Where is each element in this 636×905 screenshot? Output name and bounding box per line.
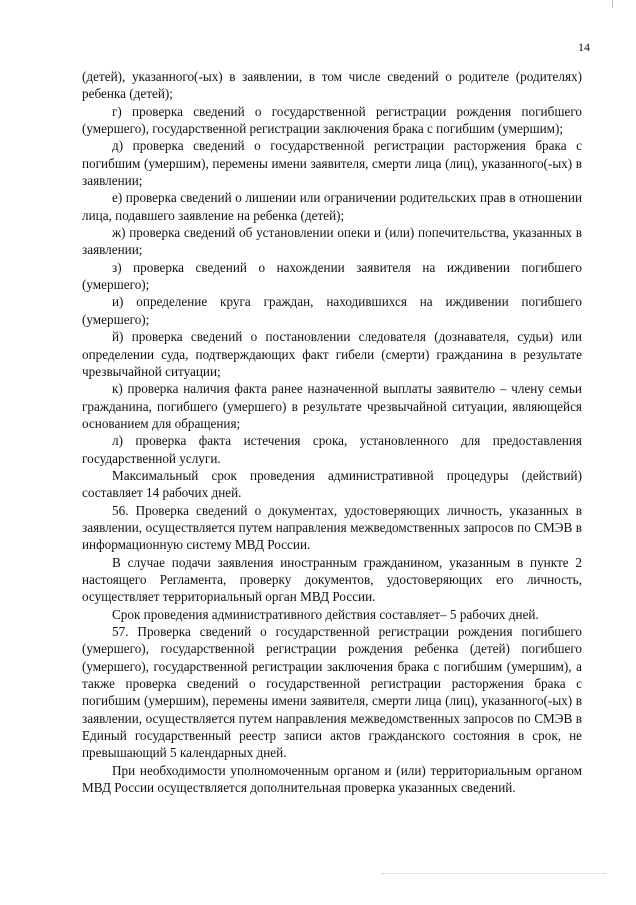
paragraph-item-l: л) проверка факта истечения срока, установленного для предоставления государственной услуги. <box>82 433 582 466</box>
paragraph-item-g: г) проверка сведений о государственной регистрации рождения погибшего (умершего), государственной регистрации заключения брака с погибшим (умершим); <box>82 103 582 137</box>
paragraph-item-i: и) определение круга граждан, находившихся на иждивении погибшего (умершего); <box>82 294 582 327</box>
paragraph-item-d: д) проверка сведений о государственной регистрации расторжения брака с погибшим (умершим), перемены имени заявителя, смерти лица (лиц), указанного(-ых) в заявлении; <box>82 138 582 189</box>
footer-dotted-rule <box>382 873 606 874</box>
paragraph-additional-check: При необходимости уполномоченным органом и (или) территориальным органом МВД России осуществляется дополнительная проверка указанных сведений. <box>82 762 582 796</box>
page-number: 14 <box>578 40 590 54</box>
paragraph-item-e: е) проверка сведений о лишении или ограничении родительских прав в отношении лица, подавшего заявление на ребенка (детей); <box>82 190 582 223</box>
paragraph-max-term: Максимальный срок проведения административной процедуры (действий) составляет 14 рабочих дней. <box>82 467 582 501</box>
paragraph-foreign-citizen: В случае подачи заявления иностранным гражданином, указанным в пункте 2 настоящего Регламента, проверку документов, удостоверяющих его личность, осуществляет территориальный орган МВД России. <box>82 554 582 605</box>
paragraph-56: 56. Проверка сведений о документах, удостоверяющих личность, указанных в заявлении, осуществляется путем направления межведомственных запросов по СМЭВ в информационную систему МВД России. <box>82 502 582 553</box>
paragraph-item-y: й) проверка сведений о постановлении следователя (дознавателя, судьи) или определении суда, подтверждающих факт гибели (смерти) гражданина в результате чрезвычайной ситуации; <box>82 329 582 379</box>
paragraph-item-z: з) проверка сведений о нахождении заявителя на иждивении погибшего (умершего); <box>82 259 582 293</box>
paragraph-item-zh: ж) проверка сведений об установлении опеки и (или) попечительства, указанных в заявлении; <box>82 225 582 258</box>
paragraph-continuation: (детей), указанного(-ых) в заявлении, в том числе сведений о родителе (родителях) ребенка (детей); <box>82 69 582 102</box>
document-body <box>82 68 582 796</box>
paragraph-action-term: Срок проведения административного действия составляет– 5 рабочих дней. <box>112 606 539 622</box>
paragraph-57: 57. Проверка сведений о государственной регистрации рождения погибшего (умершего), государственной регистрации рождения ребенка (детей) погибшего (умершего), государственной регистрации заключения брака с погибшим (умершим), а также проверка сведений о государственной регистрации расторжения брака с погибшим (умершим), перемены имени заявителя, смерти лица (лиц), указанного(-ых) в заявлении, осуществляется путем направления межведомственных запросов по СМЭВ в Единый государственный реестр записи актов гражданского состояния в срок, не превышающий 5 календарных дней. <box>82 624 582 761</box>
corner-mark <box>612 0 613 8</box>
paragraph-item-k: к) проверка наличия факта ранее назначенной выплаты заявителю – члену семьи гражданина, погибшего (умершего) в результате чрезвычайной ситуации, являющейся основанием для обращения; <box>82 381 582 431</box>
